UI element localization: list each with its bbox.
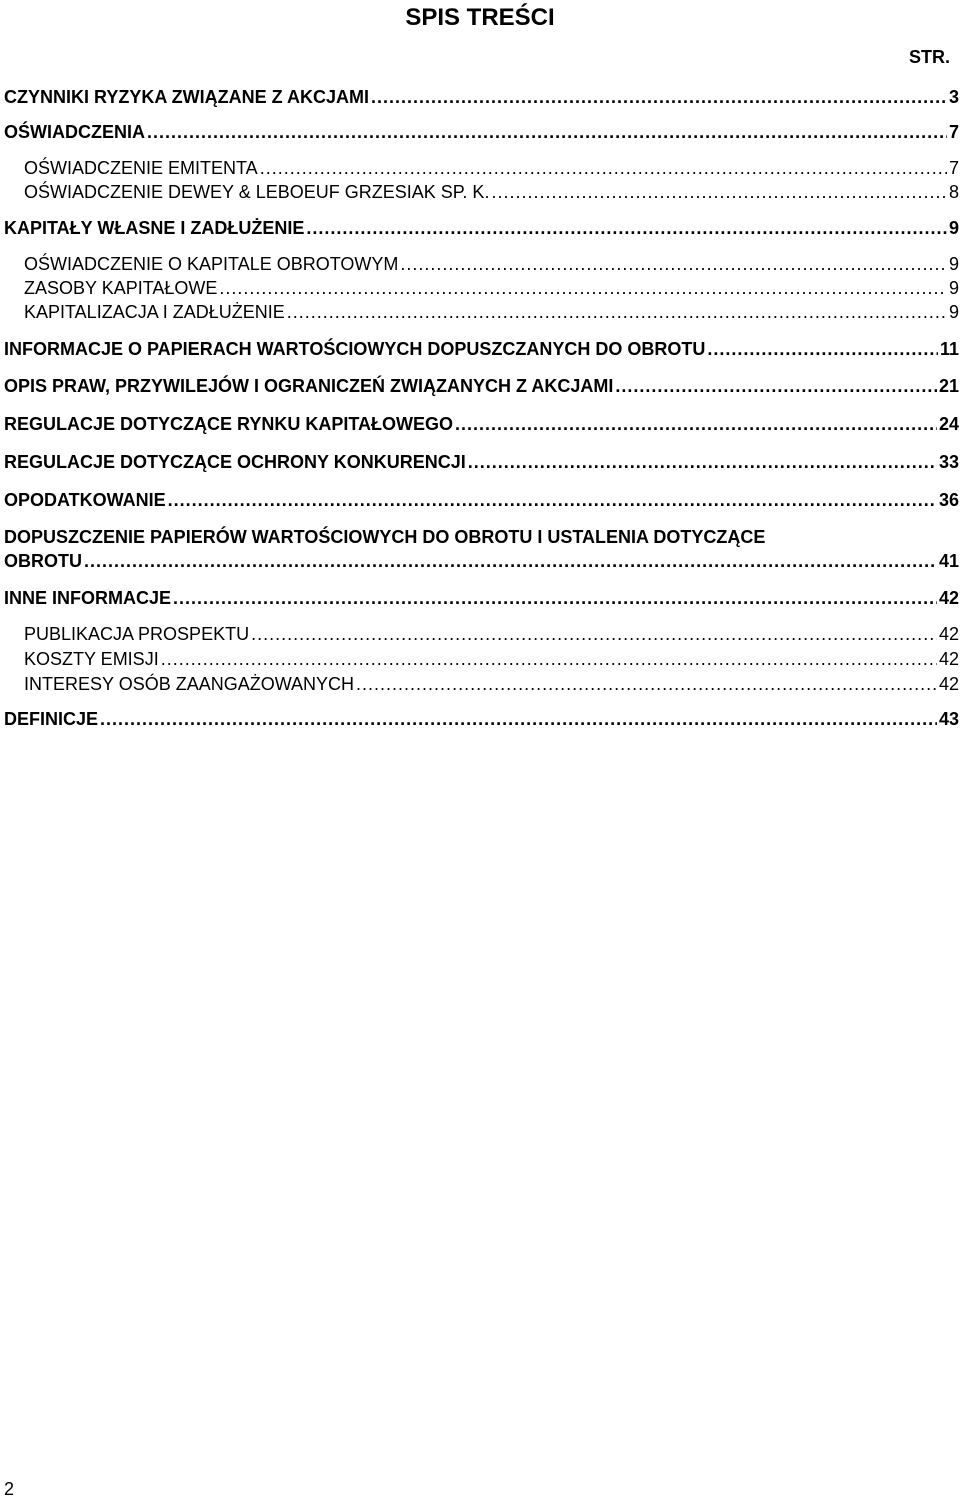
toc-entry-label: INNE INFORMACJE — [4, 588, 172, 608]
toc-entry-label: KOSZTY EMISJI — [24, 649, 159, 669]
toc-entry-page: 36 — [938, 490, 959, 510]
toc-entry-label-line1: DOPUSZCZENIE PAPIERÓW WARTOŚCIOWYCH DO OBROTU I USTALENIA DOTYCZĄCE — [4, 527, 766, 547]
toc-entry-page: 9 — [948, 302, 959, 322]
dot-leader — [287, 301, 947, 323]
toc-entry-label: REGULACJE DOTYCZĄCE RYNKU KAPITAŁOWEGO — [4, 414, 454, 434]
toc-entry-rights-description[interactable] — [4, 375, 959, 397]
dot-leader — [161, 648, 937, 670]
dot-leader — [84, 549, 937, 573]
toc-entry-capital-market-regulations[interactable] — [4, 413, 959, 435]
dot-leader — [455, 413, 937, 435]
dot-leader — [306, 217, 947, 239]
dot-leader — [491, 181, 947, 203]
toc-entry-label: KAPITAŁY WŁASNE I ZADŁUŻENIE — [4, 218, 305, 238]
dot-leader — [371, 86, 947, 108]
dot-leader — [260, 157, 947, 179]
toc-entry-equity-and-debt[interactable] — [4, 217, 959, 239]
toc-entry-label: CZYNNIKI RYZYKA ZWIĄZANE Z AKCJAMI — [4, 87, 369, 107]
toc-entry-page: 9 — [948, 218, 959, 238]
dot-leader — [147, 121, 947, 143]
toc-entry-definitions[interactable] — [4, 708, 959, 730]
toc-entry-page: 41 — [938, 551, 959, 571]
toc-entry-law-firm-statement[interactable] — [24, 181, 959, 203]
page-number: 2 — [4, 1479, 15, 1499]
toc-entry-capitalization[interactable] — [24, 301, 959, 323]
toc-entry-working-capital[interactable] — [24, 253, 959, 275]
toc-entry-label: OPIS PRAW, PRZYWILEJÓW I OGRANICZEŃ ZWIĄZANYCH Z AKCJAMI — [4, 376, 614, 396]
toc-entry-label: PUBLIKACJA PROSPEKTU — [24, 624, 250, 644]
toc-entry-label: KAPITALIZACJA I ZADŁUŻENIE — [24, 302, 285, 322]
toc-entry-interests-of-persons[interactable] — [24, 673, 959, 695]
toc-entry-admission-to-trading[interactable] — [4, 525, 959, 573]
toc-entry-page: 21 — [938, 376, 959, 396]
toc-entry-label: OŚWIADCZENIE EMITENTA — [24, 158, 258, 178]
toc-entry-page: 42 — [938, 624, 959, 644]
dot-leader — [707, 338, 938, 360]
dot-leader — [468, 451, 937, 473]
toc-entry-page: 3 — [948, 87, 959, 107]
toc-entry-page: 9 — [948, 278, 959, 298]
toc-entry-page: 43 — [938, 709, 959, 729]
toc-entry-label: REGULACJE DOTYCZĄCE OCHRONY KONKURENCJI — [4, 452, 466, 472]
toc-entry-competition-regulations[interactable] — [4, 451, 959, 473]
toc-entry-other-information[interactable] — [4, 587, 959, 609]
toc-entry-taxation[interactable] — [4, 489, 959, 511]
toc-entry-issuer-statement[interactable] — [24, 157, 959, 179]
toc-entry-label: ZASOBY KAPITAŁOWE — [24, 278, 218, 298]
toc-entry-label: OŚWIADCZENIE DEWEY & LEBOEUF GRZESIAK SP. K. — [24, 182, 490, 202]
toc-entry-page: 8 — [948, 182, 959, 202]
toc-entry-label: INTERESY OSÓB ZAANGAŻOWANYCH — [24, 674, 355, 694]
dot-leader — [173, 587, 937, 609]
toc-entry-page: 24 — [938, 414, 959, 434]
toc-entry-page: 9 — [948, 254, 959, 274]
toc-entry-label: OŚWIADCZENIE O KAPITALE OBROTOWYM — [24, 254, 399, 274]
dot-leader — [400, 253, 947, 275]
dot-leader — [168, 489, 937, 511]
dot-leader — [356, 673, 937, 695]
dot-leader — [251, 623, 937, 645]
toc-entry-securities-info[interactable] — [4, 338, 959, 360]
toc-entry-label-line2: OBROTU — [4, 551, 82, 571]
toc-entry-page: 42 — [938, 649, 959, 669]
dot-leader — [100, 708, 937, 730]
toc-entry-capital-resources[interactable] — [24, 277, 959, 299]
toc-entry-page: 42 — [938, 588, 959, 608]
toc-entry-page: 11 — [939, 339, 959, 359]
toc-entry-prospectus-publication[interactable] — [24, 623, 959, 645]
dot-leader — [615, 375, 937, 397]
toc-entry-page: 33 — [938, 452, 959, 472]
toc-entry-page: 7 — [948, 122, 959, 142]
toc-entry-risk-factors[interactable] — [4, 86, 959, 108]
toc-entry-issue-costs[interactable] — [24, 648, 959, 670]
toc-entry-label: INFORMACJE O PAPIERACH WARTOŚCIOWYCH DOPUSZCZANYCH DO OBROTU — [4, 339, 706, 359]
page-column-header: STR. — [908, 47, 950, 67]
toc-entry-label: OŚWIADCZENIA — [4, 122, 145, 142]
page-title: SPIS TREŚCI — [405, 4, 555, 31]
toc-entry-label: OPODATKOWANIE — [4, 490, 166, 510]
toc-entry-page: 42 — [938, 674, 959, 694]
toc-entry-label: DEFINICJE — [4, 709, 99, 729]
toc-entry-statements[interactable] — [4, 121, 959, 143]
dot-leader — [219, 277, 947, 299]
toc-entry-page: 7 — [948, 158, 959, 178]
